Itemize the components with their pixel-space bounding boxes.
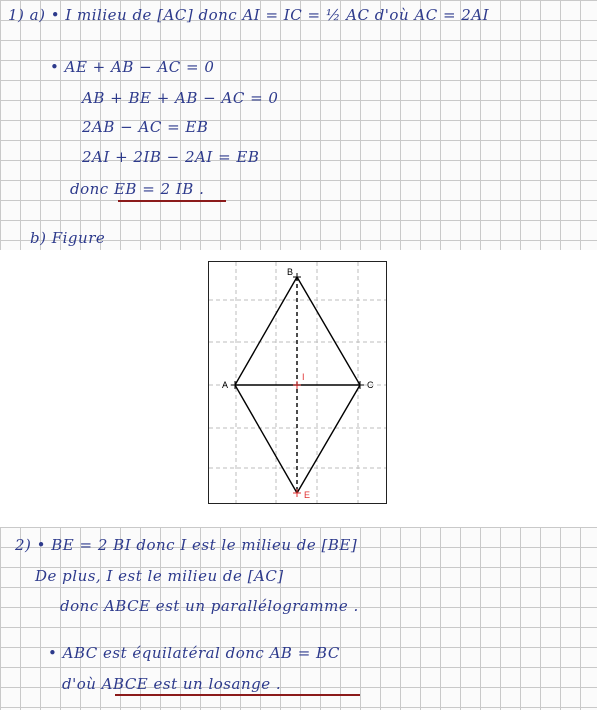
line-chasles: AB + BE + AB − AC = 0 xyxy=(82,89,279,107)
point-b-marker xyxy=(293,273,301,281)
label-e: E xyxy=(304,490,311,500)
label-c: C xyxy=(367,380,374,390)
point-c-marker xyxy=(356,381,364,389)
line-simplified: 2AB − AC = EB xyxy=(82,118,209,136)
figure-canvas xyxy=(209,262,386,503)
segment-ab xyxy=(235,277,297,385)
losange-underline xyxy=(115,694,360,696)
point-i-marker xyxy=(293,381,301,389)
line-be-2bi: 2) • BE = 2 BI donc I est le milieu de [BE] xyxy=(15,536,358,554)
line-parallelogram: donc ABCE est un parallélogramme . xyxy=(60,597,359,615)
label-i: I xyxy=(302,372,305,382)
label-a: A xyxy=(222,380,229,390)
line-i-midpoint-ac: De plus, I est le milieu de [AC] xyxy=(35,567,284,585)
point-e-marker xyxy=(293,489,301,497)
line-equilateral: • ABC est équilatéral donc AB = BC xyxy=(48,644,340,662)
point-a-marker xyxy=(231,381,239,389)
line-losange: d'où ABCE est un losange . xyxy=(62,675,282,693)
line-vector-sum: • AE + AB − AC = 0 xyxy=(50,58,215,76)
part-b-heading: b) Figure xyxy=(30,229,106,247)
line-conclusion: donc EB = 2 IB . xyxy=(70,180,205,198)
segment-ae xyxy=(235,385,297,493)
rhombus-figure xyxy=(208,261,387,504)
line-midpoint-statement: 1) a) • I milieu de [AC] donc AI = IC = ½ AC d'où AC = 2AI xyxy=(8,6,490,24)
label-b: B xyxy=(287,267,294,277)
segment-ce xyxy=(297,385,360,493)
conclusion-underline xyxy=(118,200,226,202)
line-expanded: 2AI + 2IB − 2AI = EB xyxy=(82,148,260,166)
segment-bc xyxy=(297,277,360,385)
